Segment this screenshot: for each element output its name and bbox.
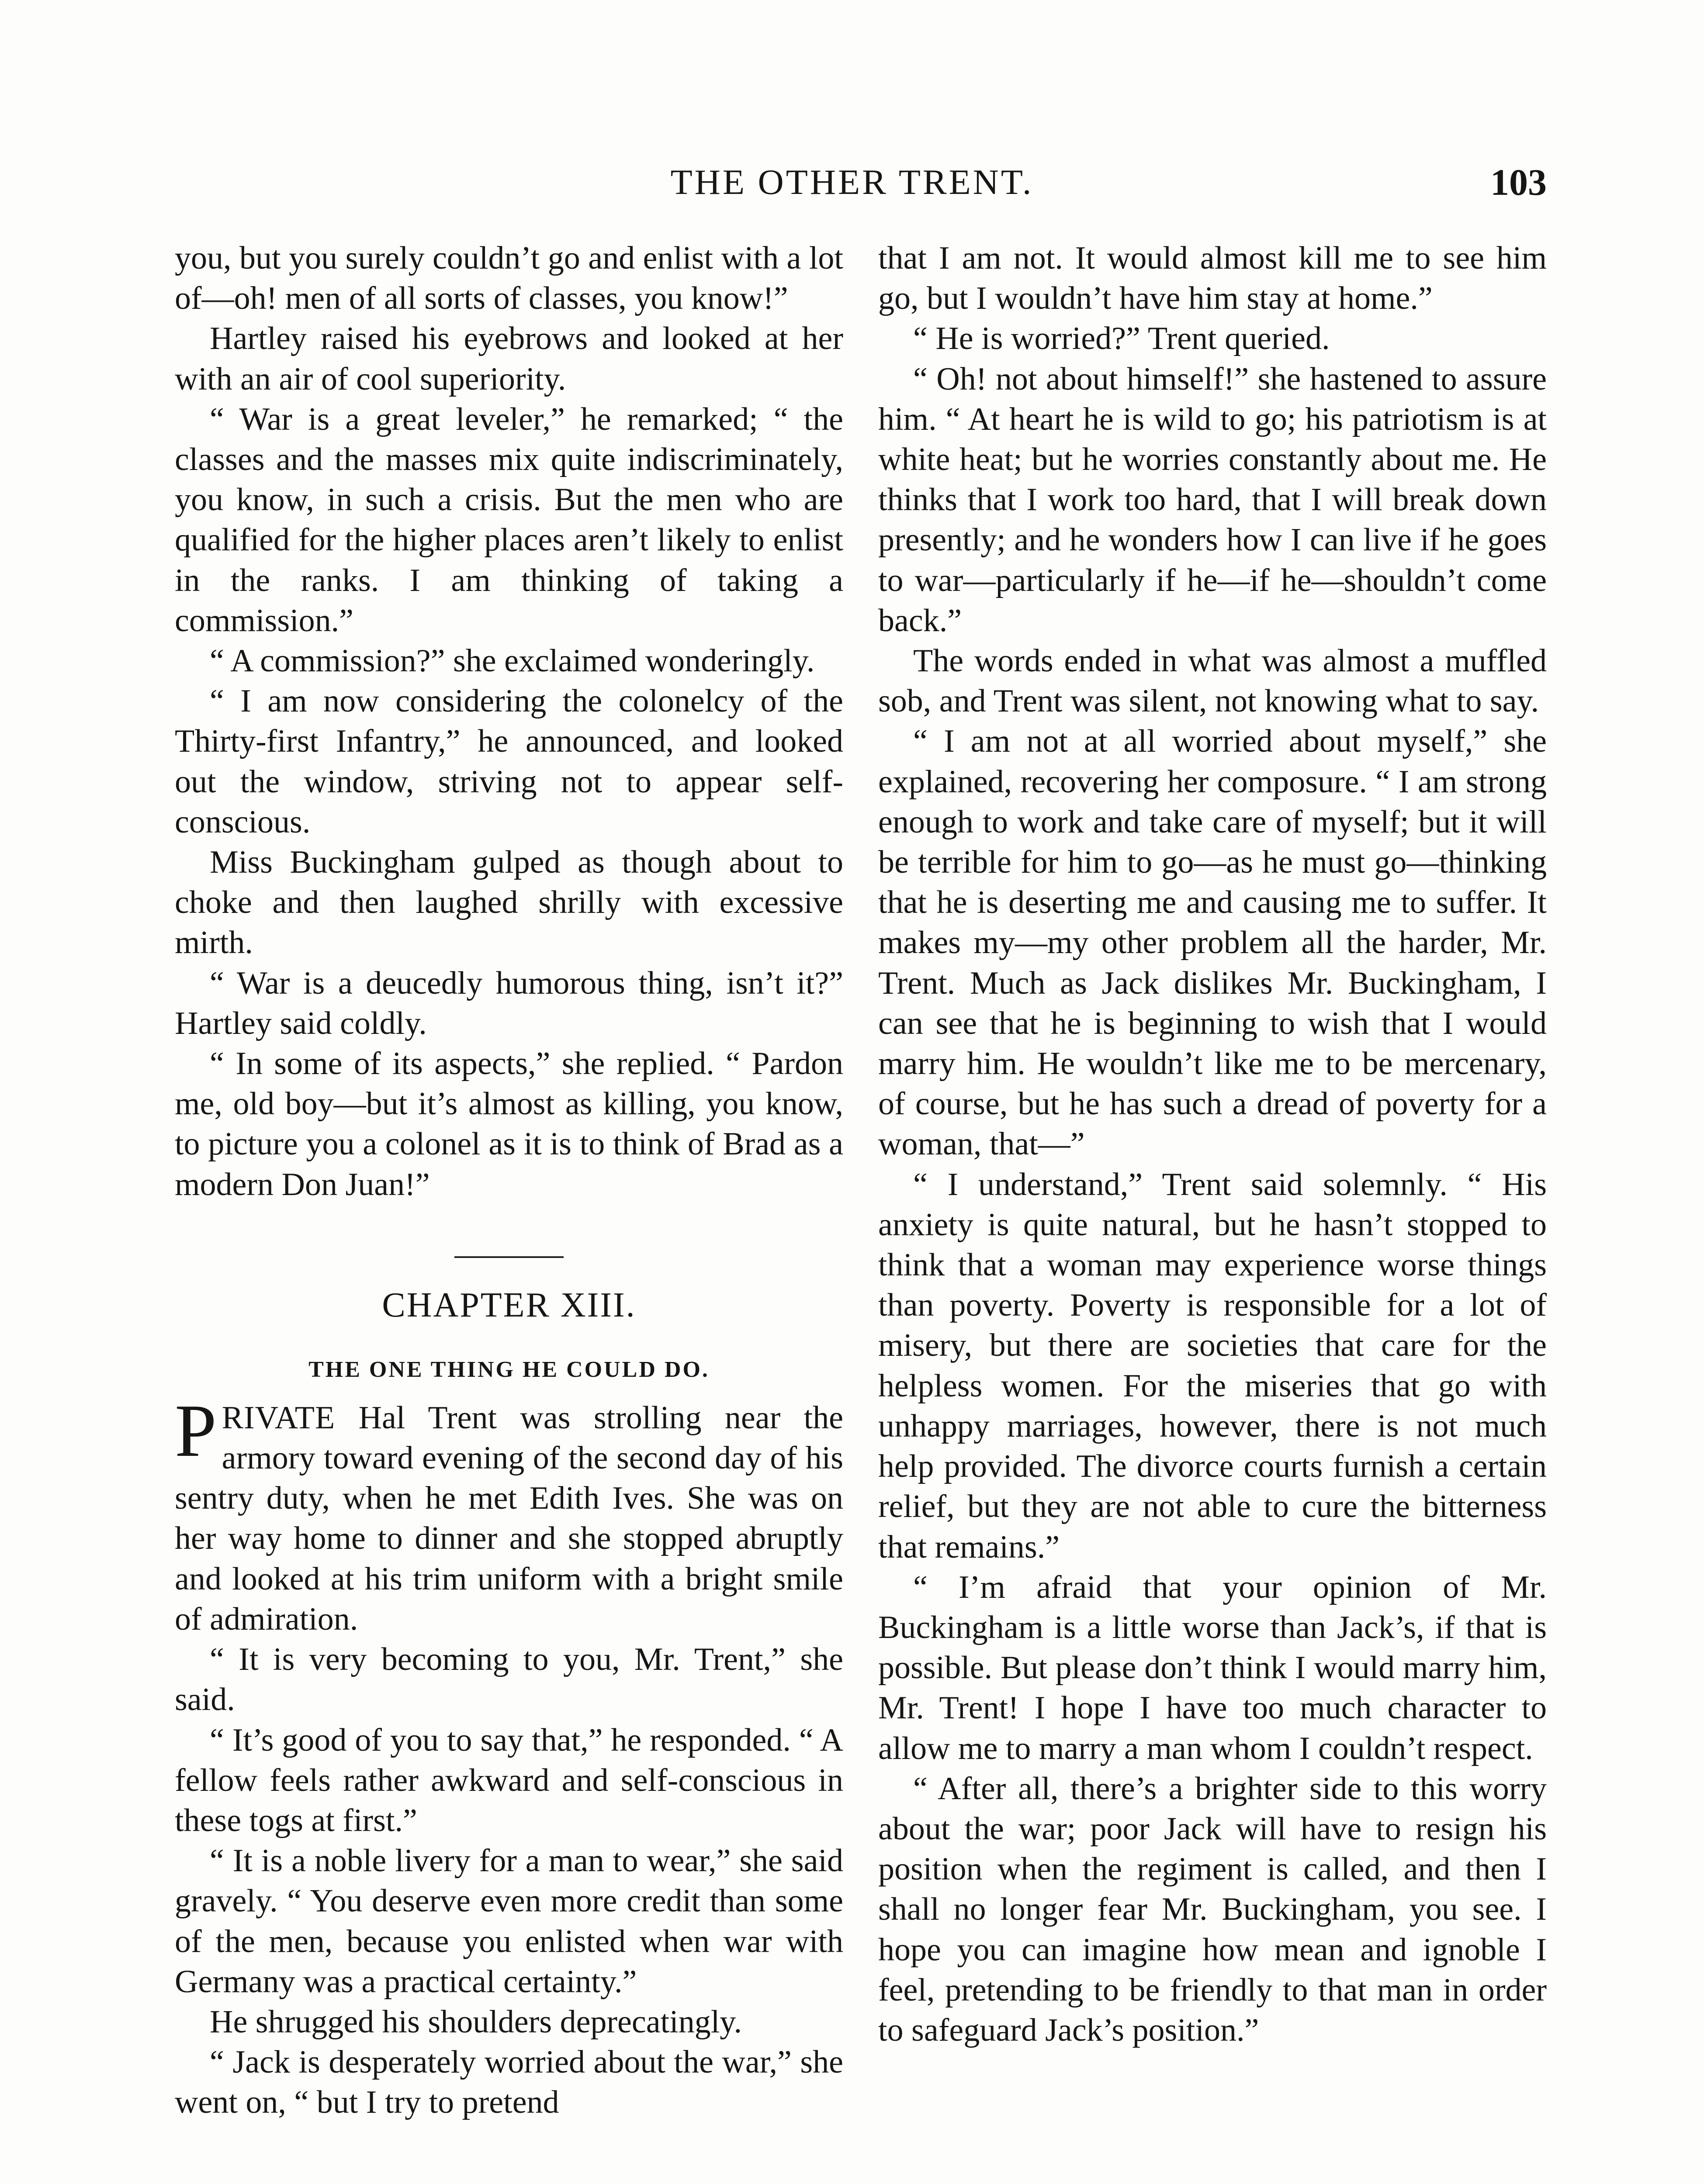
paragraph: He shrugged his shoulders deprecatingly.	[210, 2004, 742, 2040]
chapter-divider	[454, 1256, 564, 1258]
paragraph: “ It is a noble livery for a man to wear,” she said gravely. “ You deserve even more credit than some of the men, because you enlisted when war with Germany was a practical certainty.”	[175, 1843, 843, 2000]
drop-cap: P	[175, 1389, 217, 1472]
opening-text: Hal Trent was strolling near the armory toward evening of the second day of his sentry duty, when he met Edith Ives. She was on her way home to dinner and she stopped abruptly and looked at his trim uniform with a bright smile of admiration.	[175, 1400, 843, 1637]
chapter-opening-paragraph	[175, 1389, 843, 1639]
paragraph: Hartley raised his eyebrows and looked at her with an air of cool superiority.	[175, 321, 843, 397]
paragraph: “ Oh! not about himself!” she hastened to assure him. “ At heart he is wild to go; his patriotism is at white heat; but he worries constantly about me. He thinks that I work too hard, that I will break down presently; and he wonders how I can live if he goes to war—particularly if he—if he—shouldn’t come back.”	[878, 361, 1547, 639]
paragraph: “ After all, there’s a brighter side to this worry about the war; poor Jack will have to resign his position when the regiment is called, and then I shall no longer fear Mr. Buckingham, you see. I hope you can imagine how mean and ignoble I feel, pretending to be friendly to that man in order to safeguard Jack’s position.”	[878, 1770, 1547, 2048]
page-header	[0, 158, 1704, 206]
paragraph: “ I am not at all worried about myself,” she explained, recovering her composure. “ I am strong enough to work and take care of myself; but it will be terrible for him to go—as he must go—thinking that he is deserting me and causing me to suffer. It makes my—my other problem all the harder, Mr. Trent. Much as Jack dislikes Mr. Buckingham, I can see that he is beginning to wish that I would marry him. He wouldn’t like me to be mercenary, of course, but he has such a dread of poverty for a woman, that—”	[878, 723, 1547, 1162]
paragraph: “ It is very becoming to you, Mr. Trent,” she said.	[175, 1641, 843, 1718]
paragraph: “ War is a deucedly humorous thing, isn’t it?” Hartley said coldly.	[175, 965, 843, 1041]
opening-word: RIVATE	[222, 1400, 336, 1436]
paragraph: “ I understand,” Trent said solemnly. “ His anxiety is quite natural, but he hasn’t stopped to think that a woman may experience worse things than poverty. Poverty is responsible for a lot of misery, but there are societies that care for the helpless women. For the miseries that go with unhappy marriages, however, there is not much help provided. The divorce courts furnish a certain relief, but they are not able to cure the bitterness that remains.”	[878, 1166, 1547, 1565]
running-title: THE OTHER TRENT.	[670, 162, 1034, 202]
page-number: 103	[1490, 161, 1547, 203]
paragraph: you, but you surely couldn’t go and enlist with a lot of—oh! men of all sorts of classes, you know!”	[175, 240, 843, 317]
left-column	[175, 238, 843, 2123]
paragraph: Miss Buckingham gulped as though about to choke and then laughed shrilly with excessive mirth.	[175, 844, 843, 961]
paragraph: “ It’s good of you to say that,” he responded. “ A fellow feels rather awkward and self-conscious in these togs at first.”	[175, 1722, 843, 1838]
chapter-title: CHAPTER XIII.	[382, 1286, 636, 1324]
paragraph: “ I am now considering the colonelcy of the Thirty-first Infantry,” he announced, and looked out the window, striving not to appear self-conscious.	[175, 683, 843, 840]
paragraph: “ In some of its aspects,” she replied. “ Pardon me, old boy—but it’s almost as killing, you know, to picture you a colonel as it is to think of Brad as a modern Don Juan!”	[175, 1046, 843, 1203]
paragraph: “ Jack is desperately worried about the war,” she went on, “ but I try to pretend	[175, 2044, 843, 2121]
paragraph: “ War is a great leveler,” he remarked; “ the classes and the masses mix quite indiscriminately, you know, in such a crisis. But the men who are qualified for the higher places aren’t likely to enlist in the ranks. I am thinking of taking a commission.”	[175, 401, 843, 639]
right-column	[878, 238, 1547, 2050]
paragraph: The words ended in what was almost a muffled sob, and Trent was silent, not knowing what to say.	[878, 643, 1547, 719]
paragraph: “ He is worried?” Trent queried.	[913, 321, 1330, 357]
paragraph: that I am not. It would almost kill me to see him go, but I wouldn’t have him stay at home.”	[878, 240, 1547, 317]
chapter-subtitle: THE ONE THING HE COULD DO.	[308, 1357, 710, 1382]
paragraph: “ A commission?” she exclaimed wonderingly.	[210, 643, 815, 679]
paragraph: “ I’m afraid that your opinion of Mr. Buckingham is a little worse than Jack’s, if that is possible. But please don’t think I would marry him, Mr. Trent! I hope I have too much character to allow me to marry a man whom I couldn’t respect.	[878, 1569, 1547, 1766]
